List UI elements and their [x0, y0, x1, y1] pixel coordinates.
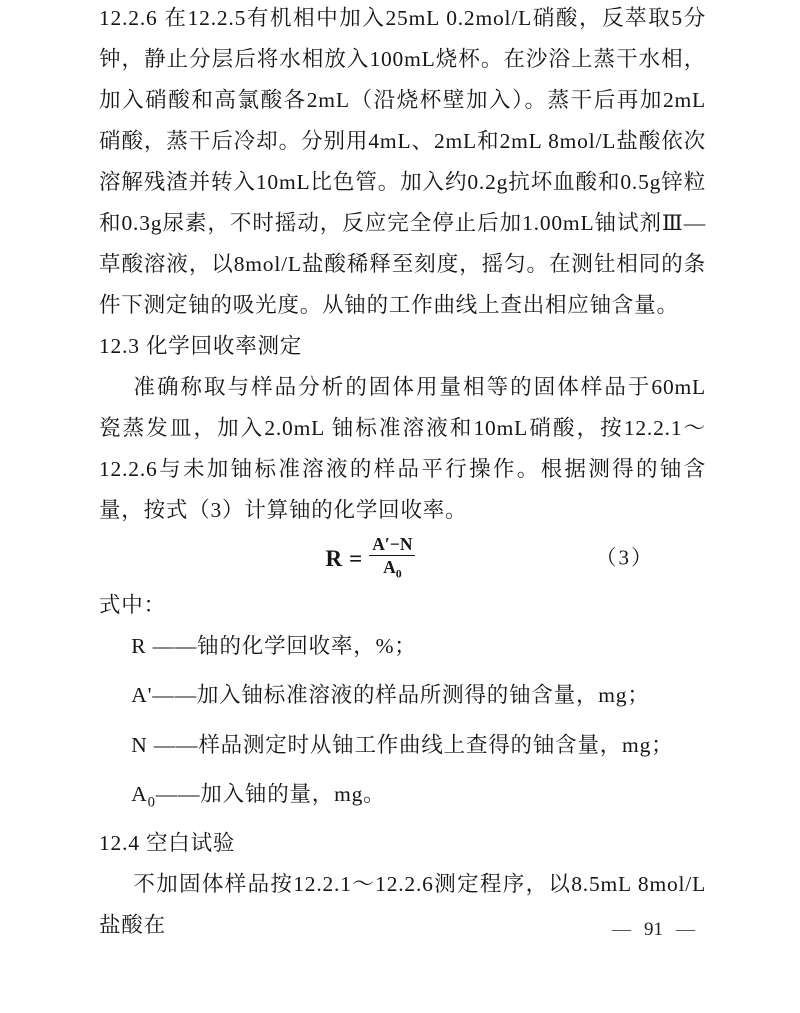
- formula-3: [99, 531, 706, 585]
- definition-symbol-subscript: 0: [147, 794, 156, 811]
- formula-fraction: [369, 534, 415, 581]
- paragraph-12-2-6: 12.2.6 在12.2.5有机相中加入25mL 0.2mol/L硝酸，反萃取5分钟，静止分层后将水相放入100mL烧杯。在沙浴上蒸干水相，加入硝酸和高氯酸各2mL（沿烧杯壁加入）。蒸干后再加2mL硝酸，蒸干后冷却。分别用4mL、2mL和2mL 8mol/L盐酸依次溶解残渣并转入10mL比色管。加入约0.2g抗坏血酸和0.5g锌粒和0.3g尿素，不时摇动，反应完全停止后加1.00mL铀试剂Ⅲ—草酸溶液，以8mol/L盐酸稀释至刻度，摇匀。在测钍相同的条件下测定铀的吸光度。从铀的工作曲线上查出相应铀含量。: [99, 6, 706, 317]
- definition-symbol: N: [131, 732, 148, 757]
- formula-numerator: A′−N: [369, 534, 415, 556]
- where-label: 式中：: [99, 593, 166, 617]
- page-content: [99, 0, 706, 946]
- definition-N: [99, 725, 706, 774]
- footer-dash-left: —: [612, 919, 631, 940]
- formula-lhs: R: [325, 545, 343, 571]
- definition-R: [99, 626, 706, 675]
- formula-expression: [326, 534, 416, 581]
- definition-A0: [99, 774, 706, 823]
- heading-12-4: 12.4 空白试验: [99, 831, 236, 856]
- page-footer: [612, 919, 695, 941]
- formula-denominator-subscript: 0: [395, 566, 402, 581]
- definition-text: ——加入铀标准溶液的样品所测得的铀含量，mg；: [152, 683, 650, 708]
- paragraph-12-4: 不加固体样品按12.2.1～12.2.6测定程序，以8.5mL 8mol/L盐酸在: [99, 872, 706, 938]
- definition-A-prime: [99, 675, 706, 724]
- formula-equals-sign: =: [349, 545, 363, 571]
- equation-number: （3）: [595, 545, 654, 570]
- formula-denominator-base: A: [383, 557, 396, 578]
- footer-dash-right: —: [676, 919, 695, 940]
- heading-12-3: 12.3 化学回收率测定: [99, 334, 303, 358]
- definition-symbol: A': [131, 683, 153, 708]
- definition-symbol: R: [131, 634, 147, 658]
- definition-text: ——样品测定时从铀工作曲线上查得的铀含量，mg；: [147, 732, 674, 757]
- definition-text: ——铀的化学回收率，%；: [146, 634, 417, 658]
- paragraph-12-3: 准确称取与样品分析的固体用量相等的固体样品于60mL 瓷蒸发皿，加入2.0mL 铀标准溶液和10mL硝酸，按12.2.1～12.2.6与未加铀标准溶液的样品平行操作。根据测得的铀含量，按式（3）计算铀的化学回收率。: [99, 375, 706, 522]
- definition-symbol: A: [131, 781, 148, 806]
- page-number: 91: [644, 919, 663, 940]
- definition-text: ——加入铀的量，mg。: [155, 781, 386, 806]
- formula-denominator: [383, 556, 402, 581]
